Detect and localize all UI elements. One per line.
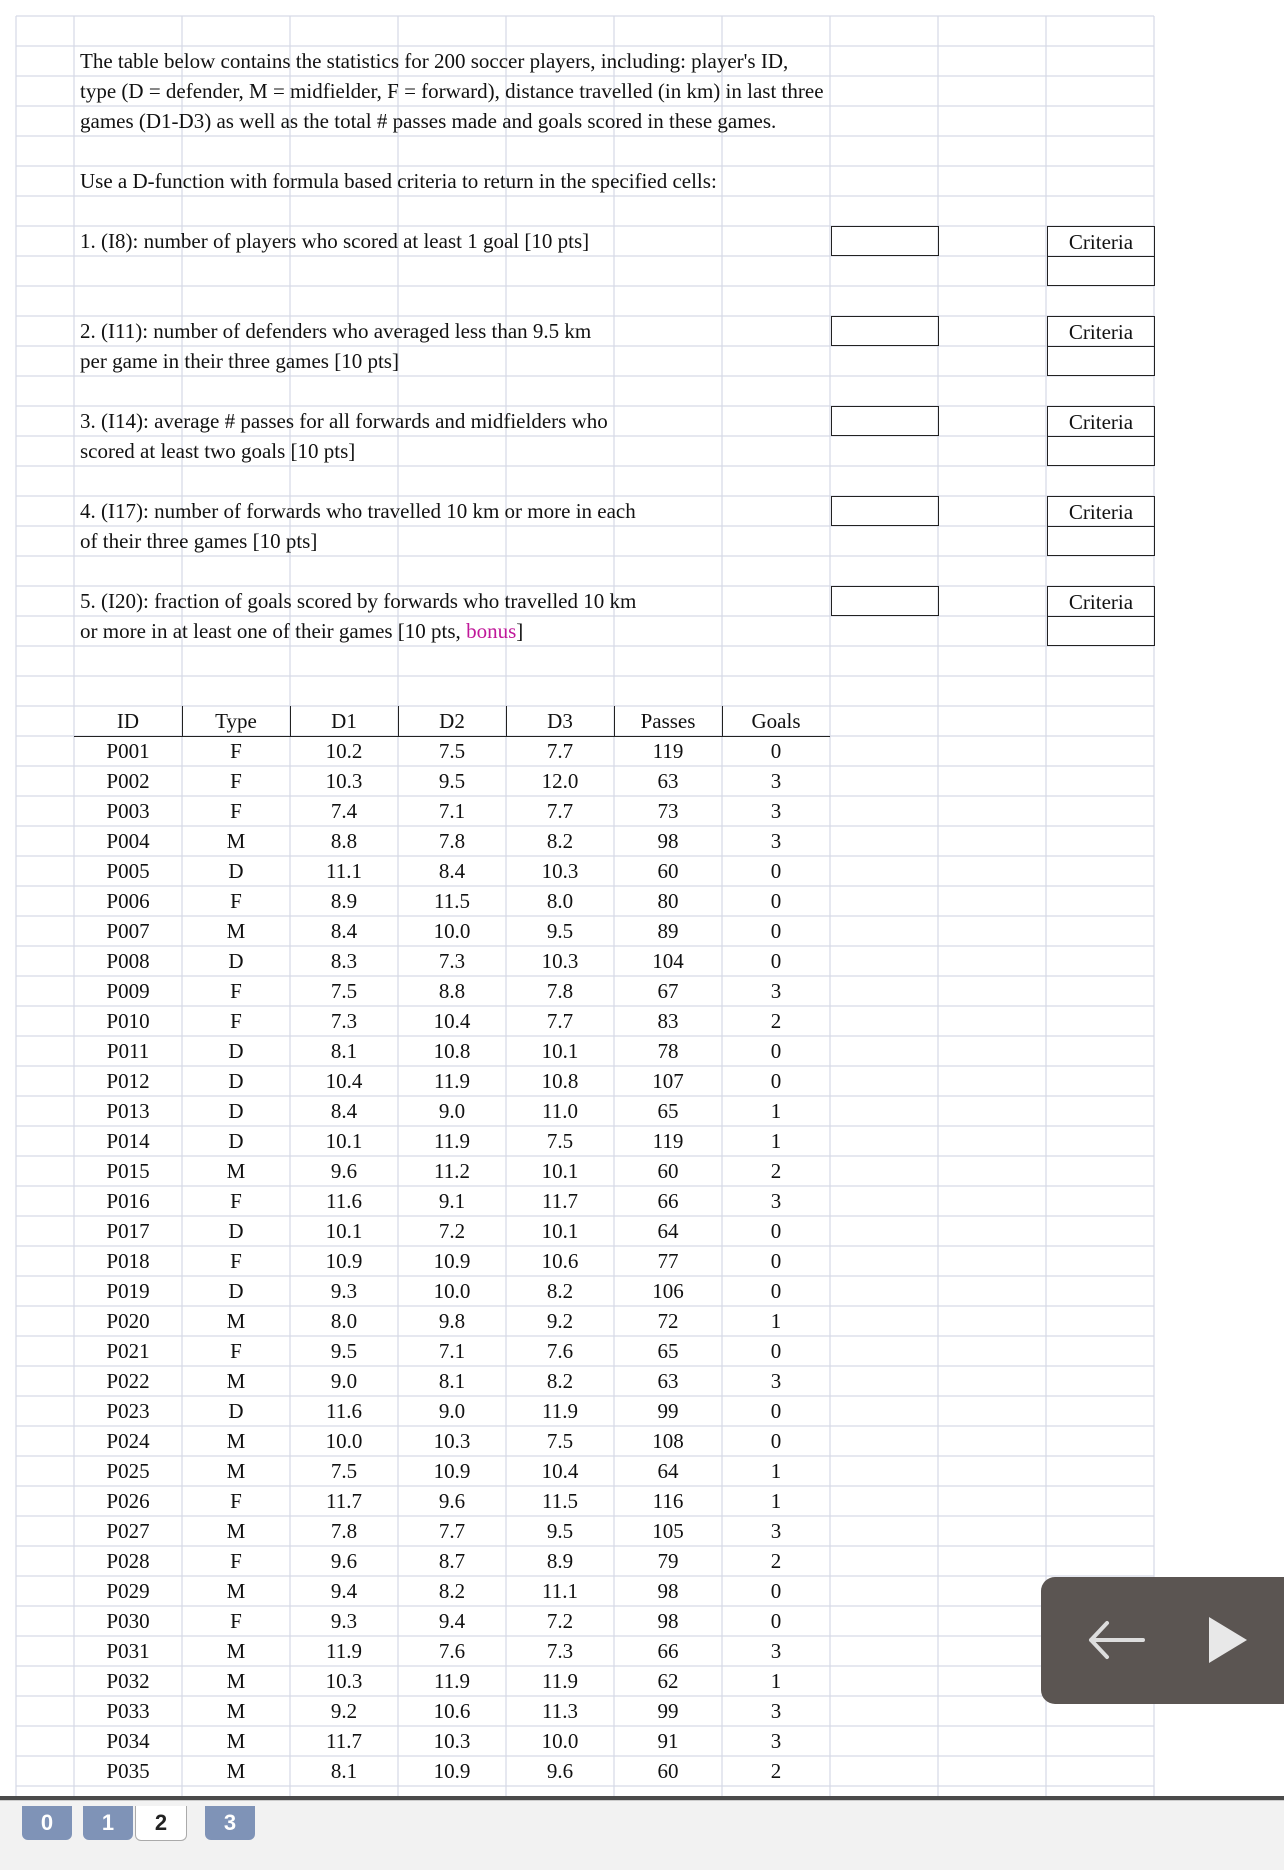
criteria-cell-3[interactable] [1047,436,1155,466]
table-cell[interactable]: 10.3 [325,769,363,793]
table-cell[interactable]: 10.1 [541,1219,579,1243]
table-cell[interactable]: 10.3 [541,859,579,883]
table-cell[interactable]: 9.4 [438,1609,466,1633]
table-cell[interactable]: 62 [657,1669,679,1693]
table-cell[interactable]: 1 [770,1489,782,1513]
table-cell[interactable]: 0 [770,889,782,913]
table-cell[interactable]: 11.3 [542,1699,578,1723]
table-cell[interactable]: 8.2 [546,829,574,853]
table-cell[interactable]: 10.1 [325,1129,363,1153]
intro-line-3: games (D1-D3) as well as the total # passes made and goals scored in these games. [80,109,777,133]
play-icon[interactable] [1203,1611,1253,1669]
table-cell[interactable]: 10.1 [541,1159,579,1183]
table-cell[interactable]: 3 [770,979,782,1003]
table-cell[interactable]: 63 [657,769,679,793]
question-4-line-2: of their three games [10 pts] [80,529,318,553]
table-cell[interactable]: 11.5 [542,1489,578,1513]
table-cell[interactable]: 10.8 [541,1069,579,1093]
table-cell[interactable]: P007 [106,919,150,943]
table-cell[interactable]: 10.0 [541,1729,579,1753]
bonus-text: bonus [466,619,517,643]
table-cell[interactable]: 98 [657,1609,679,1633]
table-cell[interactable]: 10.9 [433,1249,471,1273]
table-cell[interactable]: 3 [770,1699,782,1723]
table-cell[interactable]: 1 [770,1459,782,1483]
table-cell[interactable]: 9.1 [438,1189,466,1213]
table-cell[interactable]: 8.2 [438,1579,466,1603]
table-cell[interactable]: 107 [652,1069,684,1093]
table-cell[interactable]: 11.1 [326,859,362,883]
answer-cell-i11[interactable] [831,316,939,346]
table-cell[interactable]: D [228,859,244,883]
table-cell[interactable]: M [226,919,246,943]
table-cell[interactable]: 72 [657,1309,679,1333]
table-cell[interactable]: 0 [770,1609,782,1633]
answer-cell-i17[interactable] [831,496,939,526]
table-cell[interactable]: 9.6 [546,1759,574,1783]
table-cell[interactable]: 10.4 [541,1459,579,1483]
table-cell[interactable]: 9.2 [330,1699,358,1723]
table-cell[interactable]: 7.7 [438,1519,466,1543]
table-cell[interactable]: P033 [106,1699,150,1723]
question-2-line-1: 2. (I11): number of defenders who averaged less than 9.5 km [80,319,592,343]
table-cell[interactable]: F [230,1189,242,1213]
table-cell[interactable]: 11.0 [542,1099,578,1123]
table-cell[interactable]: F [230,769,242,793]
instruction-text: Use a D-function with formula based criteria to return in the specified cells: [80,169,717,193]
question-3-line-1: 3. (I14): average # passes for all forwards and midfielders who [80,409,608,433]
table-cell[interactable]: 7.3 [330,1009,358,1033]
column-header-d1[interactable]: D1 [290,706,399,737]
column-header-id[interactable]: ID [74,706,183,737]
table-cell[interactable]: 64 [657,1219,679,1243]
table-cell[interactable]: 11.5 [434,889,470,913]
table-cell[interactable]: 2 [770,1759,782,1783]
table-cell[interactable]: P010 [106,1009,150,1033]
table-cell[interactable]: 8.1 [438,1369,466,1393]
table-cell[interactable]: 0 [770,1249,782,1273]
table-cell[interactable]: 11.2 [434,1159,470,1183]
table-cell[interactable]: P006 [106,889,150,913]
table-cell[interactable]: D [228,1099,244,1123]
table-cell[interactable]: P026 [106,1489,150,1513]
table-cell[interactable]: 10.6 [433,1699,471,1723]
criteria-label-3: Criteria [1047,406,1155,436]
table-cell[interactable]: 9.3 [330,1609,358,1633]
table-cell[interactable]: 9.5 [330,1339,358,1363]
table-cell[interactable]: 60 [657,1159,679,1183]
table-cell[interactable]: 11.9 [434,1069,470,1093]
table-cell[interactable]: P018 [106,1249,150,1273]
sheet-tab-bar [0,1800,1284,1870]
table-cell[interactable]: 8.4 [330,1099,358,1123]
table-cell[interactable]: 9.3 [330,1279,358,1303]
table-cell[interactable]: 11.6 [326,1189,362,1213]
table-cell[interactable]: 2 [770,1009,782,1033]
table-cell[interactable]: P025 [106,1459,150,1483]
table-cell[interactable]: D [228,1279,244,1303]
table-cell[interactable]: 3 [770,799,782,823]
table-cell[interactable]: 9.0 [330,1369,358,1393]
table-cell[interactable]: 0 [770,1219,782,1243]
table-cell[interactable]: P001 [106,739,150,763]
table-cell[interactable]: 9.6 [330,1159,358,1183]
table-cell[interactable]: 10.3 [541,949,579,973]
table-cell[interactable]: 79 [657,1549,679,1573]
table-cell[interactable]: P015 [106,1159,150,1183]
table-cell[interactable]: 8.1 [330,1039,358,1063]
table-cell[interactable]: P024 [106,1429,150,1453]
sheet-tab-0[interactable]: 0 [22,1806,72,1840]
table-cell[interactable]: 7.5 [438,739,466,763]
table-cell[interactable]: 78 [657,1039,679,1063]
table-cell[interactable]: P004 [106,829,150,853]
table-cell[interactable]: 3 [770,1369,782,1393]
table-cell[interactable]: P013 [106,1099,150,1123]
table-cell[interactable]: 7.5 [546,1129,574,1153]
table-cell[interactable]: 9.6 [330,1549,358,1573]
table-cell[interactable]: P020 [106,1309,150,1333]
table-cell[interactable]: 11.1 [542,1579,578,1603]
table-cell[interactable]: 7.4 [330,799,358,823]
table-cell[interactable]: 10.4 [433,1009,471,1033]
table-cell[interactable]: 106 [652,1279,684,1303]
question-1: 1. (I8): number of players who scored at least 1 goal [10 pts] [80,229,590,253]
criteria-cell-2[interactable] [1047,346,1155,376]
table-cell[interactable]: 12.0 [541,769,579,793]
table-cell[interactable]: M [226,1429,246,1453]
table-cell[interactable]: 83 [657,1009,679,1033]
table-cell[interactable]: 11.7 [326,1729,362,1753]
table-cell[interactable]: 64 [657,1459,679,1483]
table-cell[interactable]: 9.0 [438,1099,466,1123]
column-header-d2[interactable]: D2 [398,706,507,737]
table-cell[interactable]: 10.9 [325,1249,363,1273]
table-cell[interactable]: 1 [770,1309,782,1333]
question-5-line-1: 5. (I20): fraction of goals scored by forwards who travelled 10 km [80,589,637,613]
table-cell[interactable]: F [230,1609,242,1633]
table-cell[interactable]: 60 [657,1759,679,1783]
table-cell[interactable]: 10.0 [325,1429,363,1453]
table-cell[interactable]: 65 [657,1339,679,1363]
answer-cell-i14[interactable] [831,406,939,436]
table-cell[interactable]: 10.9 [433,1759,471,1783]
question-3-line-2: scored at least two goals [10 pts] [80,439,356,463]
table-cell[interactable]: P027 [106,1519,150,1543]
table-cell[interactable]: 7.1 [438,799,466,823]
table-cell[interactable]: 99 [657,1399,679,1423]
intro-line-1: The table below contains the statistics for 200 soccer players, including: player's ID, [80,49,789,73]
table-cell[interactable]: 0 [770,1579,782,1603]
table-cell[interactable]: 10.0 [433,919,471,943]
table-cell[interactable]: 11.9 [326,1639,362,1663]
question-4-line-1: 4. (I17): number of forwards who travelled 10 km or more in each [80,499,636,523]
table-cell[interactable]: 98 [657,829,679,853]
table-cell[interactable]: P030 [106,1609,150,1633]
table-cell[interactable]: 10.1 [325,1219,363,1243]
table-cell[interactable]: 3 [770,1729,782,1753]
table-cell[interactable]: 7.6 [546,1339,574,1363]
table-cell[interactable]: D [228,1069,244,1093]
sheet-tab-3[interactable]: 3 [205,1806,255,1840]
table-cell[interactable]: M [226,1699,246,1723]
table-cell[interactable]: 7.2 [438,1219,466,1243]
table-cell[interactable]: 66 [657,1189,679,1213]
answer-cell-i20[interactable] [831,586,939,616]
table-cell[interactable]: 9.6 [438,1489,466,1513]
table-cell[interactable]: 10.2 [325,739,363,763]
table-cell[interactable]: 8.2 [546,1279,574,1303]
table-cell[interactable]: P032 [106,1669,150,1693]
table-cell[interactable]: 11.9 [434,1669,470,1693]
table-cell[interactable]: 9.4 [330,1579,358,1603]
criteria-cell-1[interactable] [1047,256,1155,286]
table-cell[interactable]: D [228,1039,244,1063]
table-cell[interactable]: 105 [652,1519,684,1543]
table-cell[interactable]: 8.8 [438,979,466,1003]
table-cell[interactable]: 9.5 [438,769,466,793]
table-cell[interactable]: F [230,739,242,763]
presentation-nav-panel [1041,1577,1284,1704]
table-cell[interactable]: P021 [106,1339,150,1363]
table-cell[interactable]: P011 [106,1039,150,1063]
table-cell[interactable]: 7.8 [330,1519,358,1543]
table-cell[interactable]: P017 [106,1219,150,1243]
column-header-type[interactable]: Type [182,706,291,737]
sheet-tab-2[interactable]: 2 [135,1806,187,1841]
table-cell[interactable]: P012 [106,1069,150,1093]
table-cell[interactable]: F [230,979,242,1003]
table-cell[interactable]: F [230,1249,242,1273]
table-cell[interactable]: 0 [770,739,782,763]
table-cell[interactable]: 2 [770,1549,782,1573]
table-cell[interactable]: 11.7 [326,1489,362,1513]
table-cell[interactable]: 3 [770,769,782,793]
table-cell[interactable]: P019 [106,1279,150,1303]
table-cell[interactable]: 8.0 [546,889,574,913]
table-cell[interactable]: 1 [770,1129,782,1153]
table-cell[interactable]: 7.1 [438,1339,466,1363]
table-cell[interactable]: 119 [652,739,684,763]
table-cell[interactable]: 98 [657,1579,679,1603]
table-cell[interactable]: 7.7 [546,739,574,763]
table-cell[interactable]: P014 [106,1129,150,1153]
table-cell[interactable]: M [226,1639,246,1663]
table-cell[interactable]: P002 [106,769,150,793]
table-cell[interactable]: M [226,1669,246,1693]
intro-line-2: type (D = defender, M = midfielder, F = forward), distance travelled (in km) in last three [80,79,824,103]
column-header-passes[interactable]: Passes [614,706,723,737]
table-cell[interactable]: 9.5 [546,919,574,943]
table-cell[interactable]: 10.8 [433,1039,471,1063]
table-cell[interactable]: 0 [770,1069,782,1093]
table-cell[interactable]: P035 [106,1759,150,1783]
table-cell[interactable]: 7.8 [438,829,466,853]
table-cell[interactable]: P008 [106,949,150,973]
table-cell[interactable]: 89 [657,919,679,943]
table-cell[interactable]: 1 [770,1669,782,1693]
table-cell[interactable]: 7.3 [438,949,466,973]
table-cell[interactable]: 3 [770,1519,782,1543]
table-cell[interactable]: 10.1 [541,1039,579,1063]
table-cell[interactable]: 8.0 [330,1309,358,1333]
table-cell[interactable]: 7.7 [546,1009,574,1033]
criteria-label-5: Criteria [1047,586,1155,616]
table-cell[interactable]: 0 [770,949,782,973]
table-cell[interactable]: 77 [657,1249,679,1273]
table-cell[interactable]: 10.6 [541,1249,579,1273]
table-cell[interactable]: 3 [770,829,782,853]
table-cell[interactable]: P022 [106,1369,150,1393]
table-cell[interactable]: 66 [657,1639,679,1663]
table-cell[interactable]: P031 [106,1639,150,1663]
table-cell[interactable]: 10.9 [433,1459,471,1483]
table-cell[interactable]: 8.8 [330,829,358,853]
table-cell[interactable]: 80 [657,889,679,913]
criteria-label-1: Criteria [1047,226,1155,256]
table-cell[interactable]: M [226,1309,246,1333]
criteria-cell-5[interactable] [1047,616,1155,646]
table-cell[interactable]: M [226,1759,246,1783]
table-cell[interactable]: 8.9 [546,1549,574,1573]
column-header-goals[interactable]: Goals [722,706,830,737]
table-cell[interactable]: F [230,1009,242,1033]
table-cell[interactable]: 2 [770,1159,782,1183]
table-cell[interactable]: 10.3 [325,1669,363,1693]
table-cell[interactable]: P003 [106,799,150,823]
table-cell[interactable]: 9.2 [546,1309,574,1333]
table-cell[interactable]: 116 [652,1489,684,1513]
table-cell[interactable]: D [228,1399,244,1423]
criteria-label-2: Criteria [1047,316,1155,346]
table-cell[interactable]: 9.8 [438,1309,466,1333]
column-header-d3[interactable]: D3 [506,706,615,737]
table-cell[interactable]: P016 [106,1189,150,1213]
table-cell[interactable]: 0 [770,1339,782,1363]
back-arrow-icon[interactable] [1083,1615,1147,1665]
table-cell[interactable]: 9.0 [438,1399,466,1423]
table-cell[interactable]: 8.4 [330,919,358,943]
table-cell[interactable]: 8.2 [546,1369,574,1393]
table-cell[interactable]: M [226,1579,246,1603]
table-cell[interactable]: 67 [657,979,679,1003]
table-cell[interactable]: 8.9 [330,889,358,913]
table-cell[interactable]: M [226,1159,246,1183]
table-cell[interactable]: P009 [106,979,150,1003]
table-cell[interactable]: F [230,889,242,913]
table-cell[interactable]: 10.3 [433,1429,471,1453]
table-cell[interactable]: 0 [770,1399,782,1423]
table-cell[interactable]: 108 [652,1429,684,1453]
table-cell[interactable]: 10.0 [433,1279,471,1303]
table-cell[interactable]: F [230,799,242,823]
table-cell[interactable]: 11.9 [542,1669,578,1693]
table-cell[interactable]: P029 [106,1579,150,1603]
table-cell[interactable]: M [226,1369,246,1393]
table-cell[interactable]: 7.3 [546,1639,574,1663]
table-cell[interactable]: 8.4 [438,859,466,883]
table-cell[interactable]: 65 [657,1099,679,1123]
table-cell[interactable]: 0 [770,859,782,883]
table-cell[interactable]: 73 [657,799,679,823]
table-cell[interactable]: D [228,949,244,973]
table-cell[interactable]: 7.5 [330,979,358,1003]
table-cell[interactable]: 8.1 [330,1759,358,1783]
table-cell[interactable]: P023 [106,1399,150,1423]
table-cell[interactable]: 1 [770,1099,782,1123]
table-cell[interactable]: 11.7 [542,1189,578,1213]
table-cell[interactable]: 119 [652,1129,684,1153]
table-cell[interactable]: D [228,1219,244,1243]
table-cell[interactable]: 11.6 [326,1399,362,1423]
table-cell[interactable]: M [226,1519,246,1543]
table-cell[interactable]: 8.7 [438,1549,466,1573]
table-cell[interactable]: F [230,1549,242,1573]
table-cell[interactable]: M [226,1729,246,1753]
table-cell[interactable]: F [230,1339,242,1363]
table-cell[interactable]: 0 [770,1039,782,1063]
table-cell[interactable]: M [226,1459,246,1483]
table-cell[interactable]: 91 [657,1729,679,1753]
question-2-line-2: per game in their three games [10 pts] [80,349,399,373]
table-cell[interactable]: P028 [106,1549,150,1573]
table-cell[interactable]: 7.2 [546,1609,574,1633]
table-cell[interactable]: 99 [657,1699,679,1723]
table-cell[interactable]: 7.5 [330,1459,358,1483]
table-cell[interactable]: 60 [657,859,679,883]
sheet-tab-1[interactable]: 1 [83,1806,133,1840]
table-cell[interactable]: P034 [106,1729,150,1753]
table-cell[interactable]: 8.3 [330,949,358,973]
table-cell[interactable]: 104 [652,949,684,973]
table-cell[interactable]: D [228,1129,244,1153]
table-cell[interactable]: 63 [657,1369,679,1393]
table-cell[interactable]: 7.7 [546,799,574,823]
table-cell[interactable]: M [226,829,246,853]
table-cell[interactable]: 0 [770,1429,782,1453]
table-cell[interactable]: 7.5 [546,1429,574,1453]
criteria-label-4: Criteria [1047,496,1155,526]
table-cell[interactable]: 7.8 [546,979,574,1003]
table-cell[interactable]: 3 [770,1189,782,1213]
table-cell[interactable]: 11.9 [542,1399,578,1423]
table-cell[interactable]: 0 [770,1279,782,1303]
table-cell[interactable]: 11.9 [434,1129,470,1153]
table-cell[interactable]: 10.4 [325,1069,363,1093]
table-cell[interactable]: 10.3 [433,1729,471,1753]
criteria-cell-4[interactable] [1047,526,1155,556]
table-cell[interactable]: 0 [770,919,782,943]
question-5-line-2: or more in at least one of their games [10 pts, bonus] [80,619,524,643]
table-cell[interactable]: 9.5 [546,1519,574,1543]
table-cell[interactable]: 7.6 [438,1639,466,1663]
table-cell[interactable]: 3 [770,1639,782,1663]
answer-cell-i8[interactable] [831,226,939,256]
table-cell[interactable]: F [230,1489,242,1513]
table-cell[interactable]: P005 [106,859,150,883]
